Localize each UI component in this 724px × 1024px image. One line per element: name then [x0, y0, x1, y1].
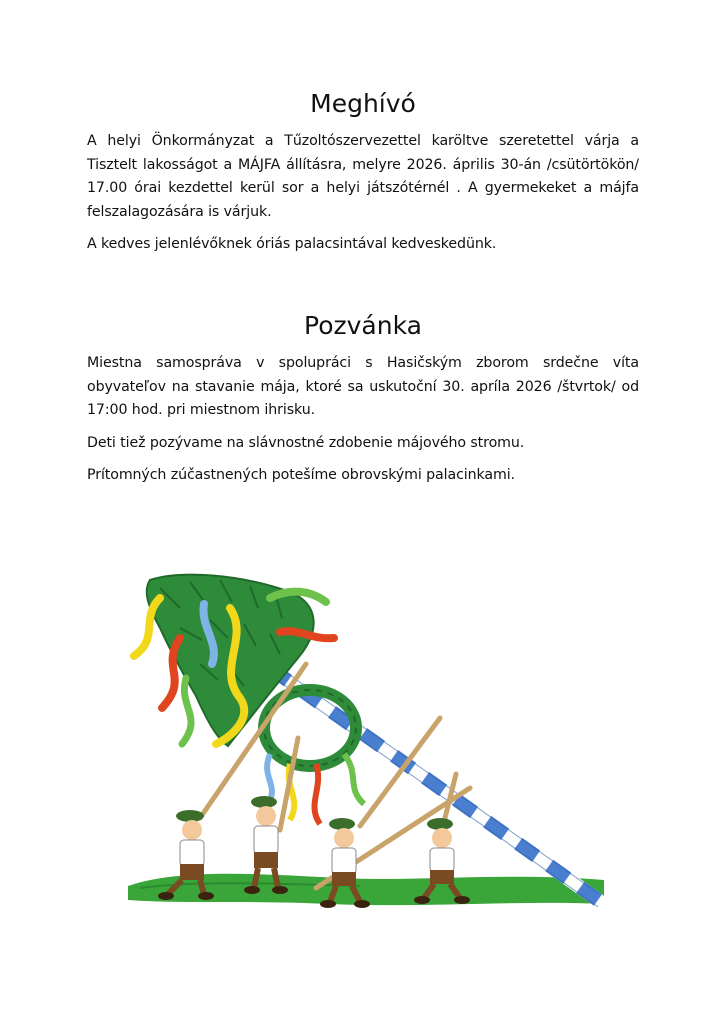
maypole-svg [120, 568, 604, 920]
slovak-paragraph-2: Deti tiež pozývame na slávnostné zdobenie májového stromu. [87, 434, 525, 451]
hungarian-title: Meghívó [310, 89, 416, 118]
slovak-invitation [87, 308, 639, 497]
hungarian-invitation [87, 86, 639, 266]
slovak-paragraph-3: Prítomných zúčastnených potešíme obrovskými palacinkami. [87, 467, 515, 483]
slovak-title: Pozvánka [304, 311, 422, 340]
maypole-raising-illustration [120, 568, 604, 920]
hungarian-paragraph-1: A helyi Önkormányzat a Tűzoltószervezettel karöltve szeretettel várja a Tisztelt lakosságot a MÁJFA állításra, melyre 2026. április 30-án /csütörtökön/ 17.00 órai kezdettel kerül sor a helyi játszótérnél . A gyermekeket a májfa felszalagozására is várjuk. [87, 133, 639, 220]
wreath [264, 690, 364, 824]
slovak-paragraph-1: Miestna samospráva v spolupráci s Hasičským zborom srdečne víta obyvateľov na stavanie mája, ktoré sa uskutoční 30. apríla 2026 /štvrtok/ od 17:00 hod. pri miestnom ihrisku. [87, 355, 639, 418]
hungarian-paragraph-2: A kedves jelenlévőknek óriás palacsintával kedveskedünk. [87, 236, 497, 252]
